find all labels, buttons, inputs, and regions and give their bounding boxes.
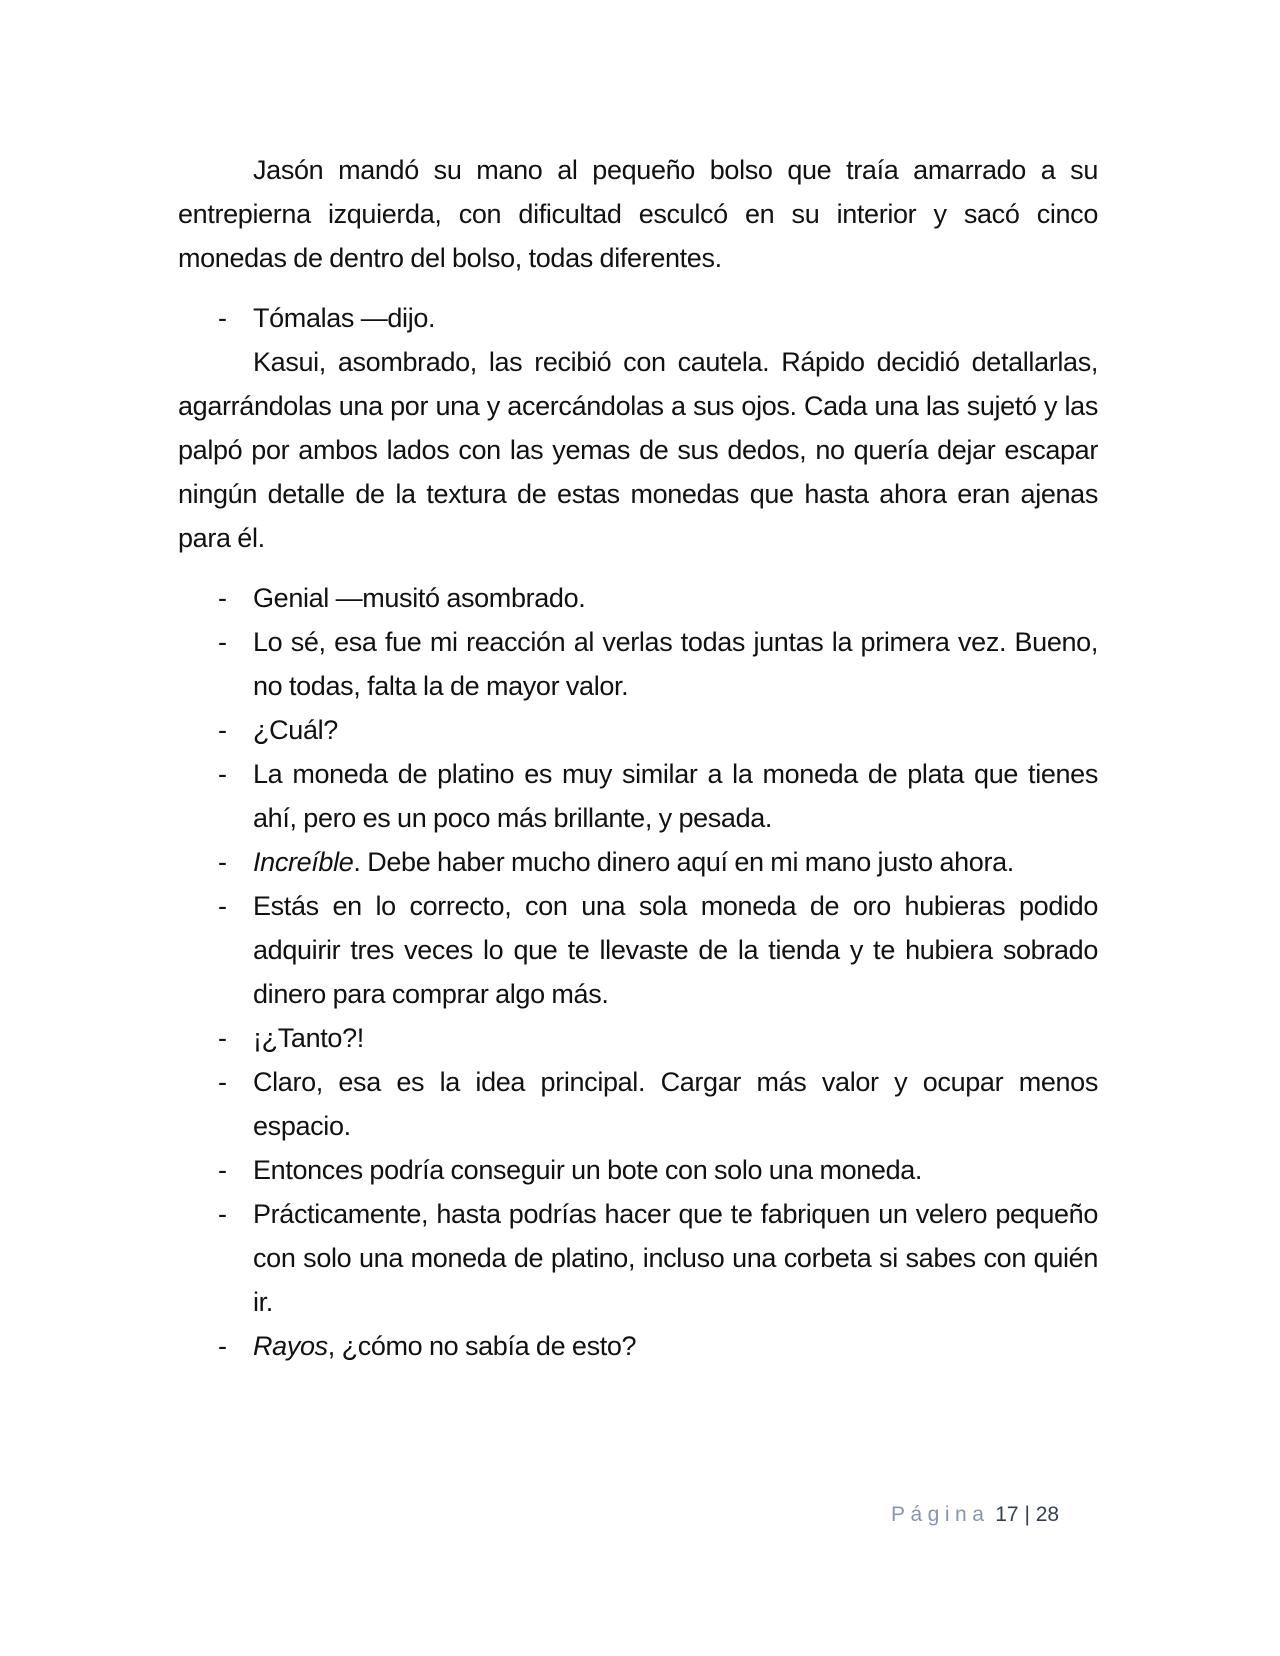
paragraph-gap bbox=[178, 560, 1098, 576]
dialogue-dash: - bbox=[218, 891, 227, 921]
narrative-paragraph-2: Kasui, asombrado, las recibió con cautela. Rápido decidió detallarlas, agarrándolas una por una y acercándolas a sus ojos. Cada una las sujetó y las palpó por ambos lados con las yemas de sus dedos, no quería dejar escapar ningún detalle de la textura de estas monedas que hasta ahora eran ajenas para él. bbox=[178, 347, 1098, 553]
dialogue-line-1 bbox=[178, 296, 1098, 340]
page-body bbox=[178, 148, 1098, 1368]
dialogue-dash: - bbox=[218, 847, 227, 877]
dialogue-dash: - bbox=[218, 759, 227, 789]
dialogue-line-11 bbox=[178, 1192, 1098, 1324]
current-page-number: 17 bbox=[995, 1503, 1019, 1526]
page-separator: | bbox=[1024, 1503, 1030, 1526]
page-label: Página bbox=[891, 1503, 990, 1526]
dialogue-line-7 bbox=[178, 884, 1098, 1016]
dialogue-dash: - bbox=[218, 1199, 227, 1229]
dialogue-dash: - bbox=[218, 715, 227, 745]
dialogue-text: La moneda de platino es muy similar a la moneda de plata que tienes ahí, pero es un poco más brillante, y pesada. bbox=[253, 759, 1098, 833]
dialogue-dash: - bbox=[218, 583, 227, 613]
dialogue-dash: - bbox=[218, 303, 227, 333]
dialogue-text: Lo sé, esa fue mi reacción al verlas todas juntas la primera vez. Bueno, no todas, falta la de mayor valor. bbox=[253, 627, 1098, 701]
dialogue-text: , ¿cómo no sabía de esto? bbox=[327, 1331, 637, 1361]
dialogue-text: Estás en lo correcto, con una sola moneda de oro hubieras podido adquirir tres veces lo que te llevaste de la tienda y te hubiera sobrado dinero para comprar algo más. bbox=[253, 891, 1098, 1009]
dialogue-line-8 bbox=[178, 1016, 1098, 1060]
dialogue-text: Tómalas —dijo. bbox=[253, 303, 436, 333]
dialogue-line-2 bbox=[178, 576, 1098, 620]
dialogue-line-6 bbox=[178, 840, 1098, 884]
dialogue-text: . Debe haber mucho dinero aquí en mi mano justo ahora. bbox=[353, 847, 1014, 877]
dialogue-line-10 bbox=[178, 1148, 1098, 1192]
narrative-paragraph-1: Jasón mandó su mano al pequeño bolso que traía amarrado a su entrepierna izquierda, con dificultad esculcó en su interior y sacó cinco monedas de dentro del bolso, todas diferentes. bbox=[178, 155, 1098, 273]
dialogue-italic-word: Rayos bbox=[253, 1331, 328, 1361]
dialogue-text: Claro, esa es la idea principal. Cargar más valor y ocupar menos espacio. bbox=[253, 1067, 1098, 1141]
dialogue-line-9 bbox=[178, 1060, 1098, 1148]
dialogue-dash: - bbox=[218, 1155, 227, 1185]
dialogue-dash: - bbox=[218, 627, 227, 657]
dialogue-dash: - bbox=[218, 1067, 227, 1097]
dialogue-text: Entonces podría conseguir un bote con solo una moneda. bbox=[253, 1155, 923, 1185]
dialogue-text: ¡¿Tanto?! bbox=[253, 1023, 364, 1053]
dialogue-text: ¿Cuál? bbox=[253, 715, 338, 745]
dialogue-text: Prácticamente, hasta podrías hacer que te fabriquen un velero pequeño con solo una moneda de platino, incluso una corbeta si sabes con quién ir. bbox=[253, 1199, 1098, 1317]
dialogue-italic-word: Increíble bbox=[253, 847, 354, 877]
dialogue-dash: - bbox=[218, 1331, 227, 1361]
dialogue-line-12 bbox=[178, 1324, 1098, 1368]
dialogue-text: Genial —musitó asombrado. bbox=[253, 583, 586, 613]
dialogue-dash: - bbox=[218, 1023, 227, 1053]
paragraph-gap bbox=[178, 280, 1098, 296]
page-number-footer bbox=[891, 1500, 1059, 1530]
dialogue-line-5 bbox=[178, 752, 1098, 840]
total-pages: 28 bbox=[1035, 1503, 1060, 1526]
dialogue-line-4 bbox=[178, 708, 1098, 752]
dialogue-line-3 bbox=[178, 620, 1098, 708]
